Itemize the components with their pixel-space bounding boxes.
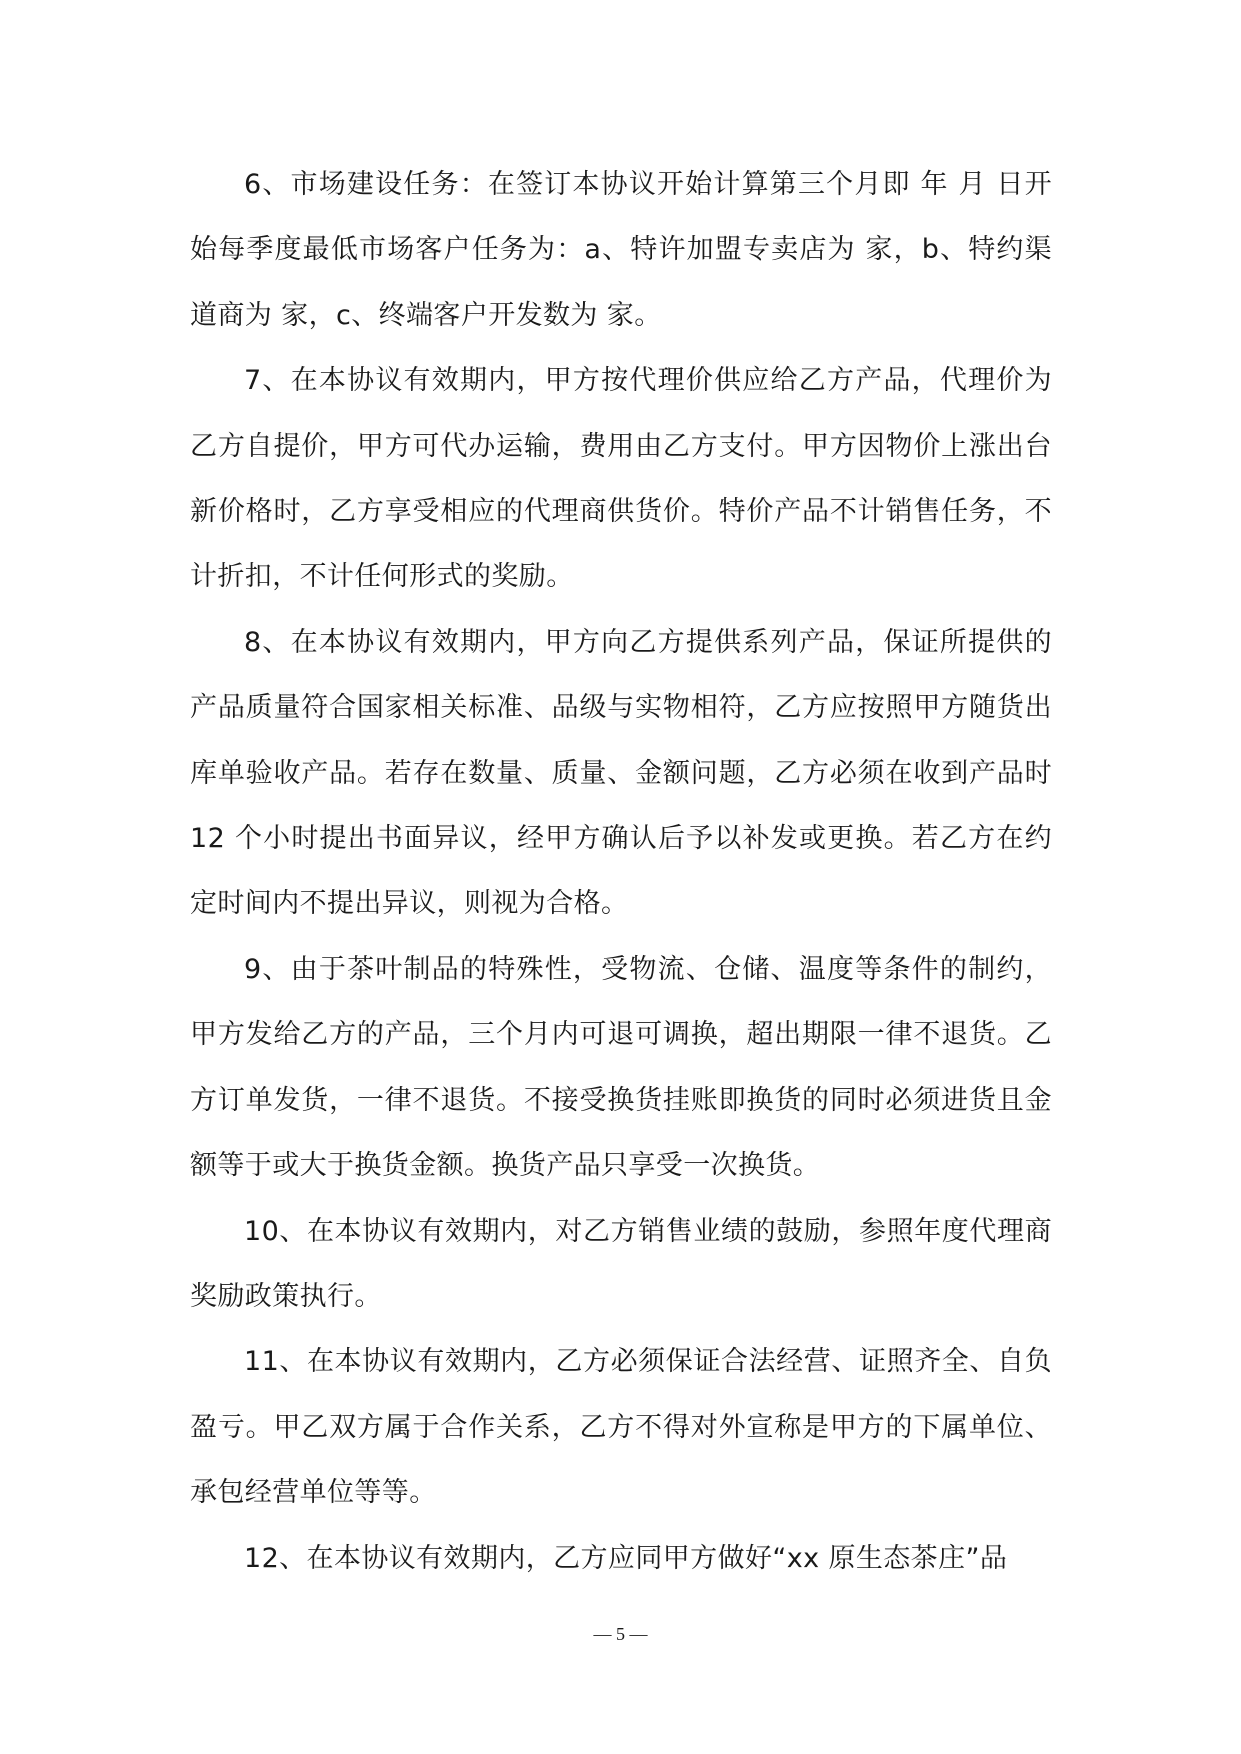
page-number: — 5 — xyxy=(593,1624,648,1644)
clause-11-paragraph: 11、在本协议有效期内，乙方必须保证合法经营、证照齐全、自负盈亏。甲乙双方属于合作关系，乙方不得对外宣称是甲方的下属单位、承包经营单位等等。 xyxy=(190,1346,1052,1509)
document-body xyxy=(190,152,1052,1591)
clause-8-paragraph: 8、在本协议有效期内，甲方向乙方提供系列产品，保证所提供的产品质量符合国家相关标准、品级与实物相符，乙方应按照甲方随货出库单验收产品。若存在数量、质量、金额问题，乙方必须在收到产品时 12 个小时提出书面异议，经甲方确认后予以补发或更换。若乙方在约定时间内不提出异议，则视为合格。 xyxy=(190,626,1052,920)
clause-10-paragraph: 10、在本协议有效期内，对乙方销售业绩的鼓励，参照年度代理商奖励政策执行。 xyxy=(190,1215,1052,1312)
clause-12-paragraph: 12、在本协议有效期内，乙方应同甲方做好“xx 原生态茶庄”品 xyxy=(244,1542,1008,1574)
clause-6-paragraph: 6、市场建设任务：在签订本协议开始计算第三个月即 年 月 日开始每季度最低市场客户任务为：a、特许加盟专卖店为 家，b、特约渠道商为 家，c、终端客户开发数为 家。 xyxy=(190,169,1052,331)
clause-7-paragraph: 7、在本协议有效期内，甲方按代理价供应给乙方产品，代理价为乙方自提价，甲方可代办运输，费用由乙方支付。甲方因物价上涨出台新价格时，乙方享受相应的代理商供货价。特价产品不计销售任务，不计折扣，不计任何形式的奖励。 xyxy=(190,365,1052,593)
clause-9-paragraph: 9、由于茶叶制品的特殊性，受物流、仓储、温度等条件的制约，甲方发给乙方的产品，三个月内可退可调换，超出期限一律不退货。乙方订单发货，一律不退货。不接受换货挂账即换货的同时必须进货且金额等于或大于换货金额。换货产品只享受一次换货。 xyxy=(190,953,1052,1182)
